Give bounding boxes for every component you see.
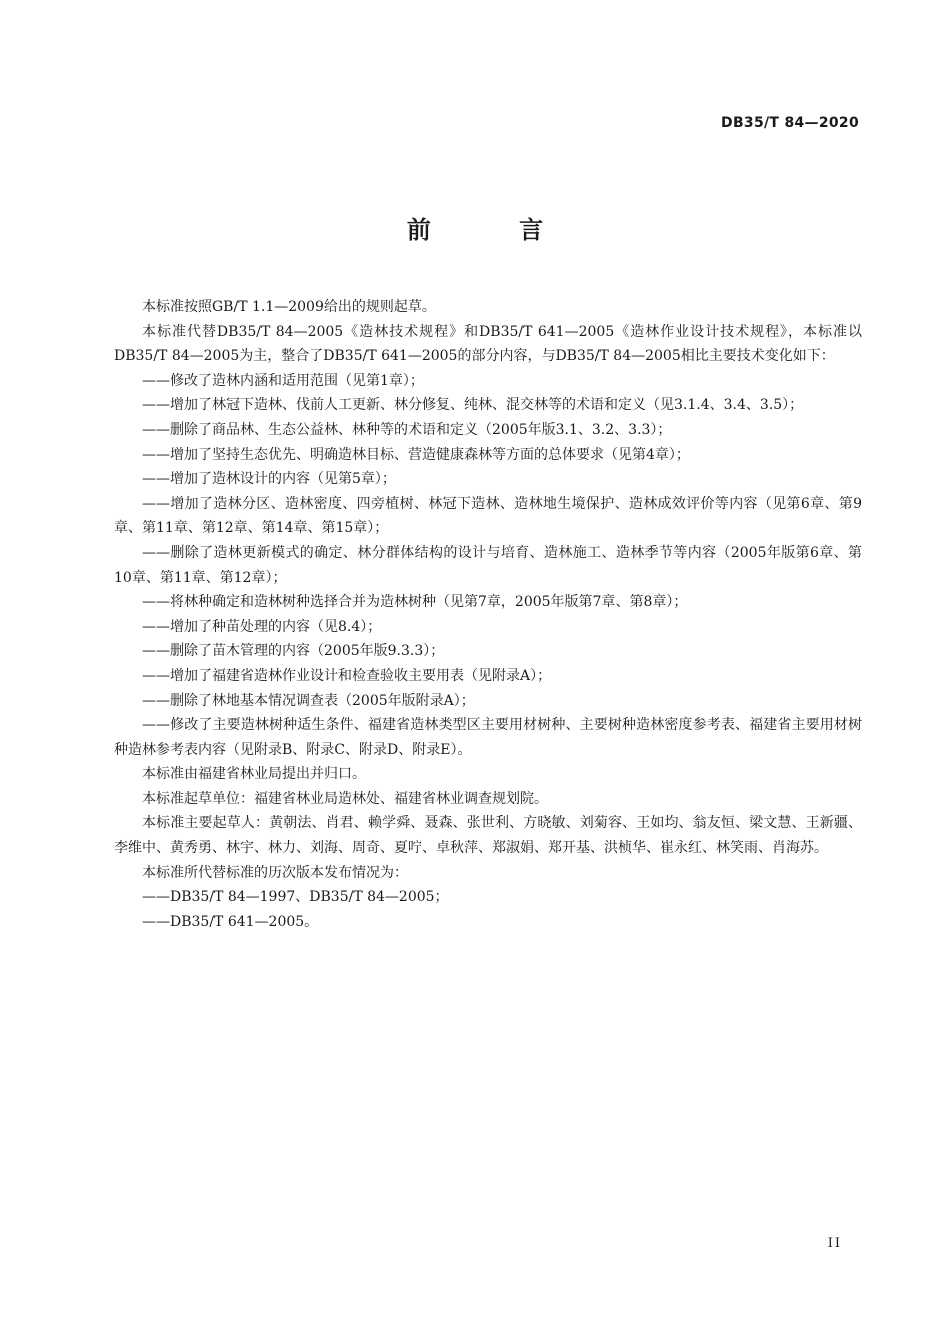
paragraph-history-intro: 本标准所代替标准的历次版本发布情况为： [142, 864, 408, 881]
history-item: ——DB35/T 641—2005。 [142, 913, 319, 930]
paragraph-drafting-units: 本标准起草单位：福建省林业局造林处、福建省林业调查规划院。 [142, 790, 548, 807]
change-item: ——删除了商品林、生态公益林、林种等的术语和定义（2005年版3.1、3.2、3.3）； [142, 421, 672, 438]
history-item: ——DB35/T 84—1997、DB35/T 84—2005； [142, 889, 449, 906]
paragraph-proposer: 本标准由福建省林业局提出并归口。 [142, 766, 366, 783]
change-item: ——增加了坚持生态优先、明确造林目标、营造健康森林等方面的总体要求（见第4章）； [142, 446, 690, 463]
paragraph-replacement: 本标准代替DB35/T 84—2005《造林技术规程》和DB35/T 641—2005《造林作业设计技术规程》，本标准以DB35/T 84—2005为主，整合了DB35/T 641—2005的部分内容，与DB35/T 84—2005相比主要技术变化如下： [114, 323, 862, 365]
change-item: ——修改了造林内涵和适用范围（见第1章）； [142, 372, 424, 389]
change-item: ——修改了主要造林树种适生条件、福建省造林类型区主要用材树种、主要树种造林密度参考表、福建省主要用材树种造林参考表内容（见附录B、附录C、附录D、附录E）。 [114, 717, 862, 758]
change-item: ——删除了苗木管理的内容（2005年版9.3.3）； [142, 643, 445, 660]
foreword-body [114, 295, 862, 934]
paragraph-drafting-rules: 本标准按照GB/T 1.1—2009给出的规则起草。 [142, 299, 436, 315]
change-item: ——增加了造林设计的内容（见第5章）； [142, 471, 396, 488]
page-title: 前 言 [406, 216, 584, 244]
document-code: DB35/T 84—2020 [721, 115, 859, 131]
paragraph-drafters: 本标准主要起草人：黄朝法、肖君、赖学舜、聂森、张世利、方晓敏、刘菊容、王如均、翁友恒、梁文慧、王新疆、李维中、黄秀勇、林宇、林力、刘海、周奇、夏咛、卓秋萍、郑淑娟、郑开基、洪桢华、崔永红、林笑雨、肖海苏。 [114, 815, 862, 857]
change-item: ——增加了造林分区、造林密度、四旁植树、林冠下造林、造林地生境保护、造林成效评价等内容（见第6章、第9章、第11章、第12章、第14章、第15章）； [114, 495, 862, 537]
change-item: ——删除了林地基本情况调查表（2005年版附录A）； [142, 692, 475, 709]
change-item: ——将林种确定和造林树种选择合并为造林树种（见第7章，2005年版第7章、第8章）； [142, 594, 688, 611]
page-number: II [827, 1236, 842, 1251]
change-item: ——增加了林冠下造林、伐前人工更新、林分修复、纯林、混交林等的术语和定义（见3.1.4、3.4、3.5）； [142, 397, 804, 414]
change-item: ——增加了福建省造林作业设计和检查验收主要用表（见附录A）； [142, 667, 552, 684]
change-item: ——删除了造林更新模式的确定、林分群体结构的设计与培育、造林施工、造林季节等内容（2005年版第6章、第10章、第11章、第12章）； [114, 544, 862, 586]
change-item: ——增加了种苗处理的内容（见8.4）； [142, 618, 382, 635]
